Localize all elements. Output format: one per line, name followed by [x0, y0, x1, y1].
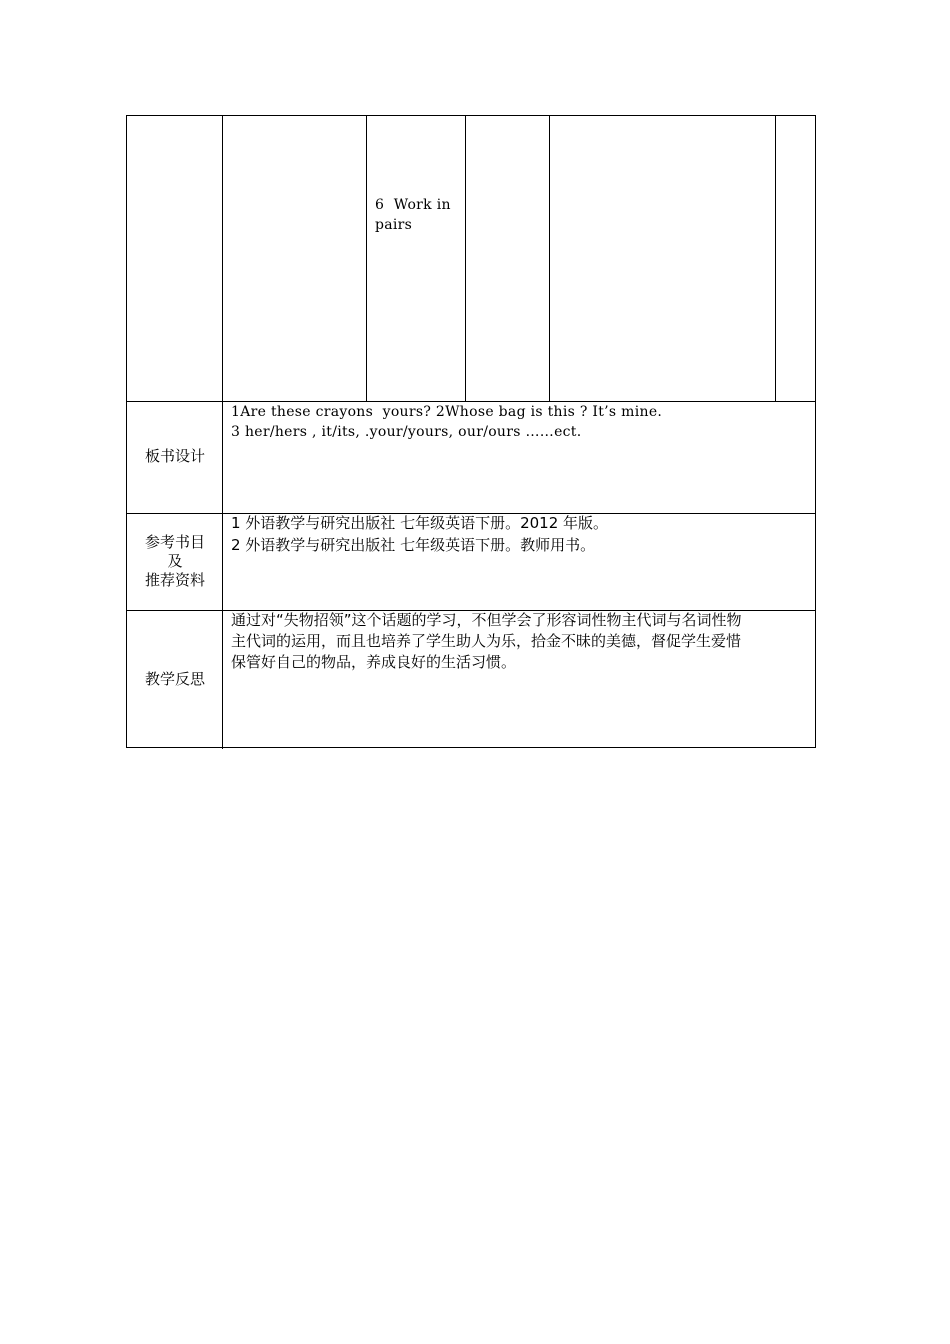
lesson-plan-table	[126, 115, 816, 748]
board-design-line-1: 1Are these crayons yours? 2Whose bag is this ? It’s mine.	[231, 404, 663, 420]
col-divider-2	[366, 116, 367, 401]
references-line-1: 1 外语教学与研究出版社 七年级英语下册。2012 年版。	[231, 514, 609, 532]
col-divider-3	[465, 116, 466, 401]
board-design-label: 板书设计	[144, 447, 205, 465]
col-divider-4	[549, 116, 550, 401]
references-label-line-2: 及	[167, 552, 183, 570]
references-line-2: 2 外语教学与研究出版社 七年级英语下册。教师用书。	[231, 536, 596, 554]
references-label-line-3: 推荐资料	[144, 571, 205, 589]
references-label-line-1: 参考书目	[144, 533, 205, 551]
reflection-line-1: 通过对“失物招领”这个话题的学习，不但学会了形容词性物主代词与名词性物	[231, 611, 742, 629]
col-divider-5	[775, 116, 776, 401]
activity-cell-text: 6 Work in pairs	[375, 197, 451, 233]
col-divider-1	[222, 116, 223, 749]
reflection-line-2: 主代词的运用，而且也培养了学生助人为乐，拾金不昧的美德，督促学生爱惜	[231, 632, 742, 650]
reflection-label: 教学反思	[144, 670, 205, 688]
board-design-line-2: 3 her/hers , it/its, .your/yours, our/ours ……ect.	[231, 424, 582, 440]
reflection-line-3: 保管好自己的物品，养成良好的生活习惯。	[231, 653, 517, 671]
